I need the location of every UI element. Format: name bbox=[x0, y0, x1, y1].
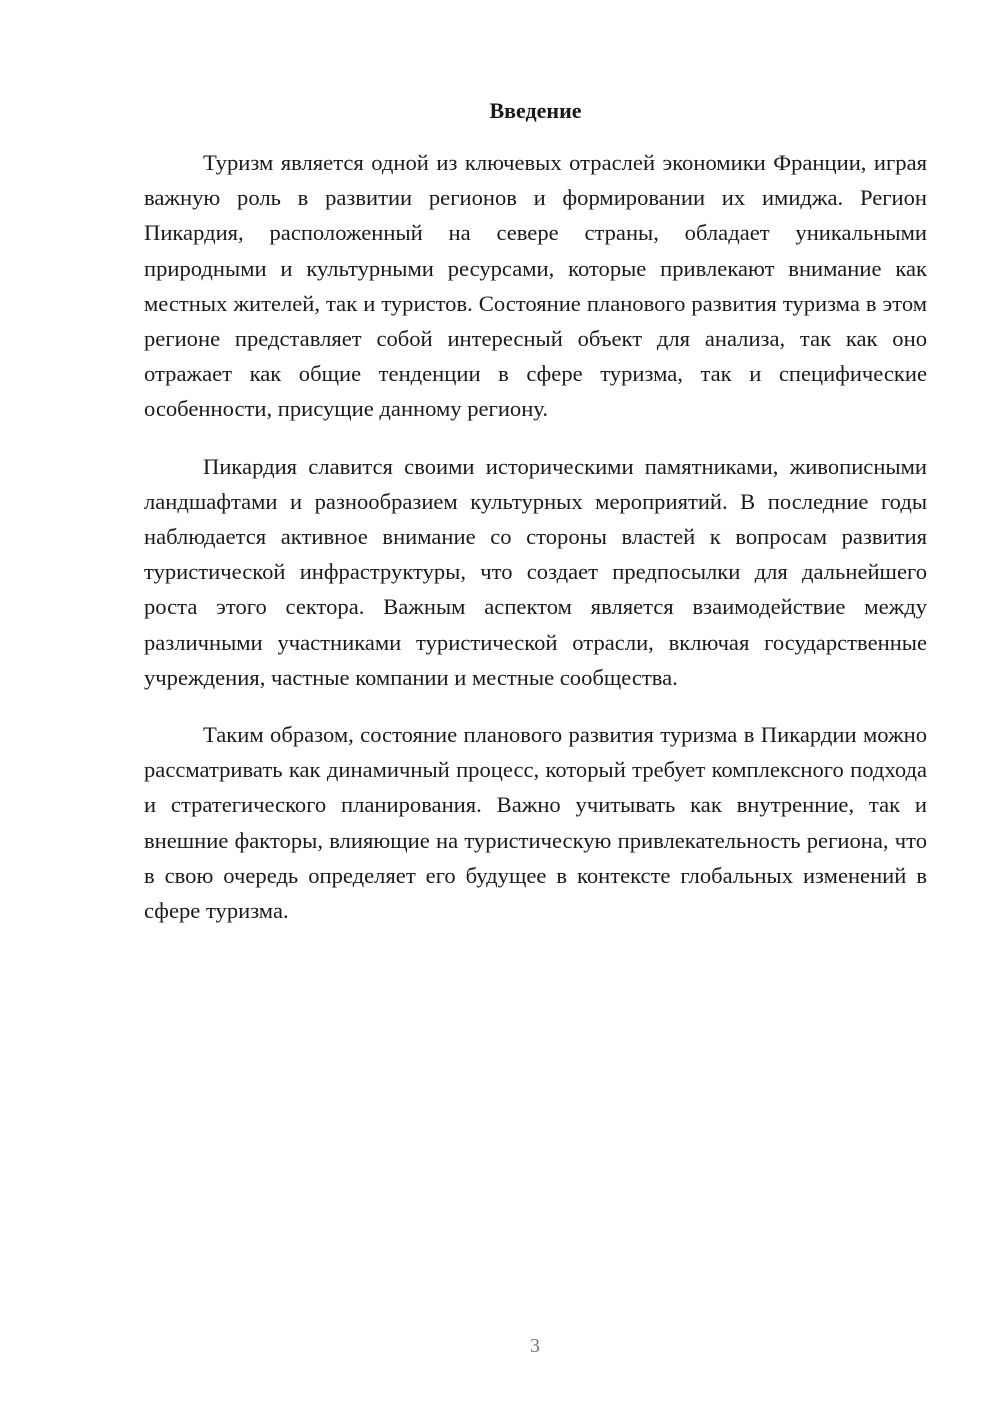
paragraph-2: Пикардия славится своими историческими памятниками, живописными ландшафтами и разнообразием культурных мероприятий. В последние годы наблюдается активное внимание со стороны властей к вопросам развития туристической инфраструктуры, что создает предпосылки для дальнейшего роста этого сектора. Важным аспектом является взаимодействие между различными участниками туристической отрасли, включая государственные учреждения, частные компании и местные сообщества. bbox=[144, 453, 927, 690]
page-number: 3 bbox=[530, 1335, 540, 1357]
section-heading: Введение bbox=[489, 98, 582, 123]
body-text bbox=[144, 145, 927, 950]
paragraph-3: Таким образом, состояние планового развития туризма в Пикардии можно рассматривать как динамичный процесс, который требует комплексного подхода и стратегического планирования. Важно учитывать как внутренние, так и внешние факторы, влияющие на туристическую привлекательность региона, что в свою очередь определяет его будущее в контексте глобальных изменений в сфере туризма. bbox=[144, 722, 927, 924]
paragraph-1: Туризм является одной из ключевых отраслей экономики Франции, играя важную роль в развитии регионов и формировании их имиджа. Регион Пикардия, расположенный на севере страны, обладает уникальными природными и культурными ресурсами, которые привлекают внимание как местных жителей, так и туристов. Состояние планового развития туризма в этом регионе представляет собой интересный объект для анализа, так как оно отражает как общие тенденции в сфере туризма, так и специфические особенности, присущие данному региону. bbox=[144, 150, 927, 422]
